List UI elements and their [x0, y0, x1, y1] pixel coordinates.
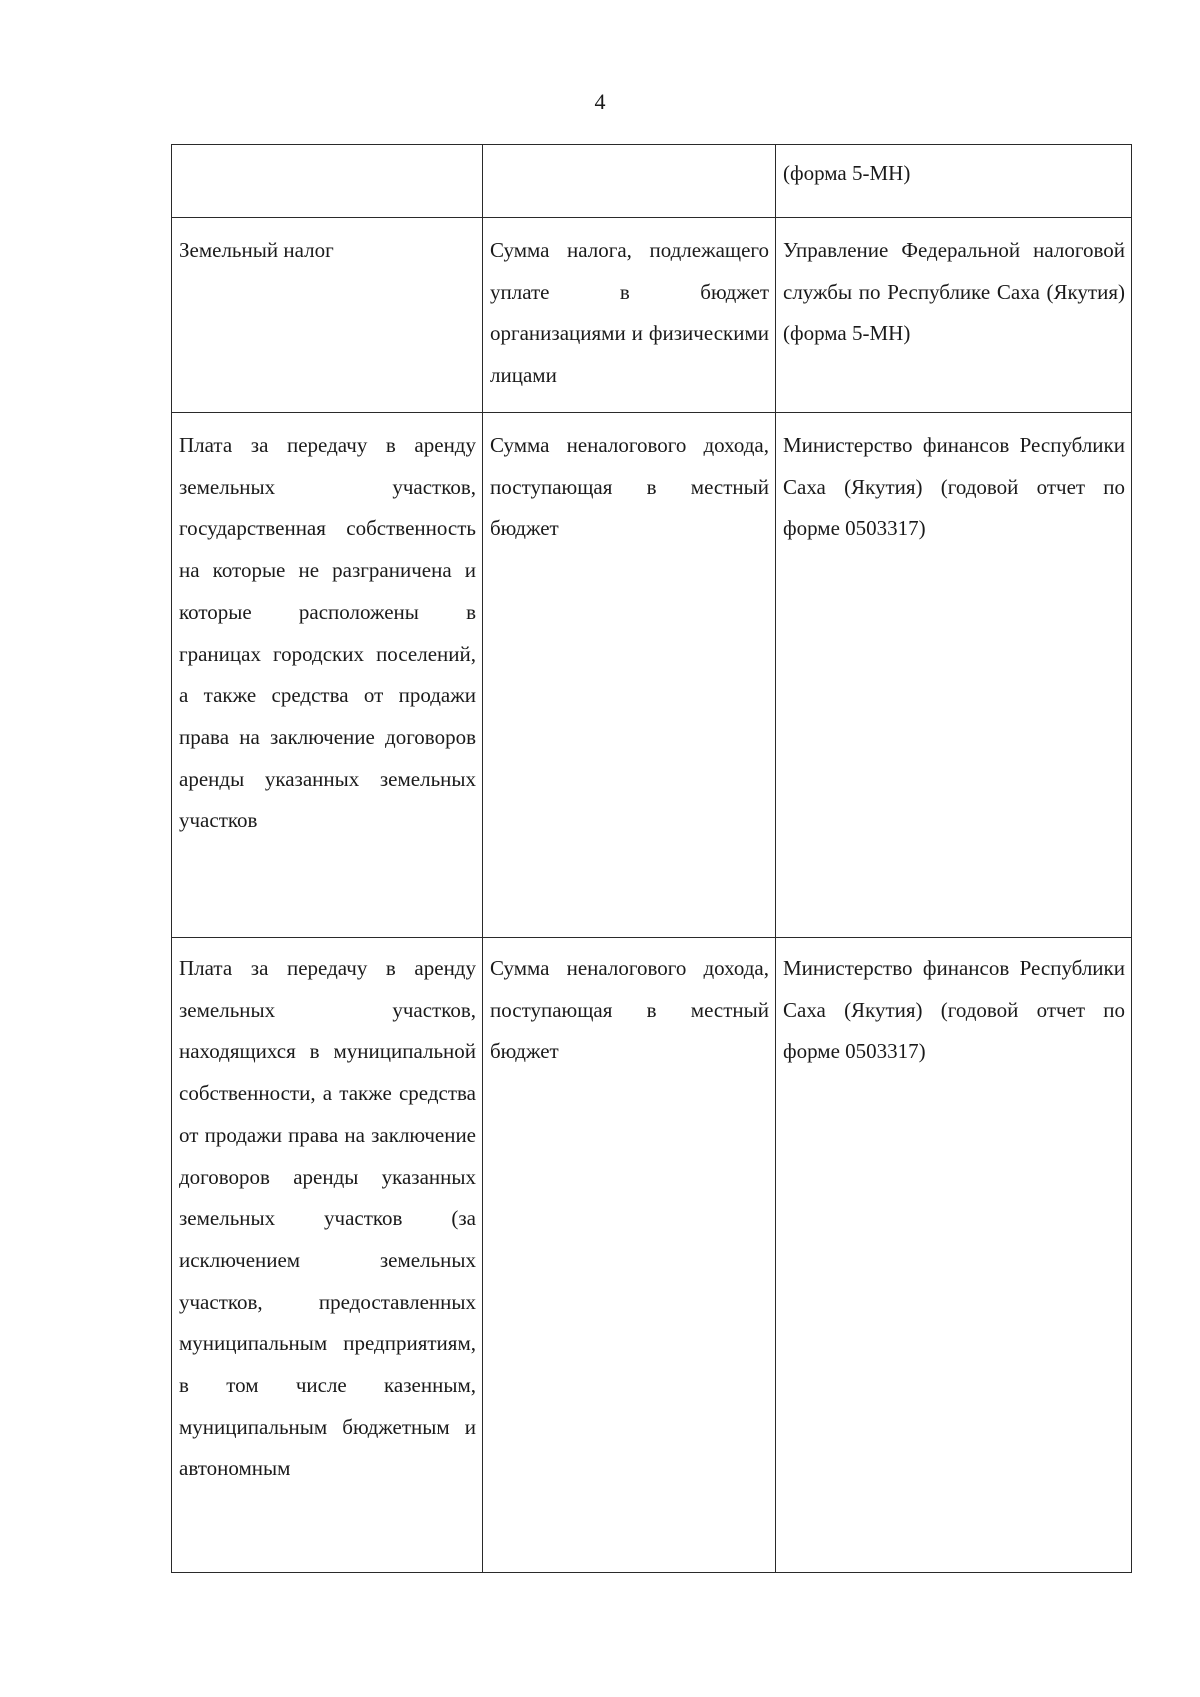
table-cell: [483, 938, 776, 1573]
cell-text: Сумма неналогового дохода, поступающая в местный бюджет: [490, 433, 769, 541]
table-row: [172, 218, 1132, 413]
cell-text: Плата за передачу в аренду земельных участков, государственная собственность на которые не разграничена и которые расположены в границах городских поселений, а также средства от продажи права на заключение договоров аренды указанных земельных участков: [179, 433, 476, 833]
table-cell: [776, 218, 1132, 413]
table-cell: [483, 145, 776, 218]
table-cell: [172, 413, 483, 938]
data-table: [171, 144, 1132, 1573]
table-row: [172, 413, 1132, 938]
table-row: [172, 938, 1132, 1573]
cell-text: Сумма налога, подлежащего уплате в бюджет организациями и физическими лицами: [490, 238, 769, 388]
table-cell: [776, 413, 1132, 938]
page-number: 4: [594, 89, 606, 114]
cell-text: (форма 5-МН): [783, 161, 911, 185]
cell-text: Управление Федеральной налоговой службы по Республике Саха (Якутия) (форма 5-МН): [783, 238, 1125, 346]
table-cell: [776, 938, 1132, 1573]
table-cell: [172, 218, 483, 413]
table-cell: [483, 413, 776, 938]
table-cell: [776, 145, 1132, 218]
table-cell: [172, 145, 483, 218]
table-cell: [483, 218, 776, 413]
cell-text: Плата за передачу в аренду земельных участков, находящихся в муниципальной собственности, а также средства от продажи права на заключение договоров аренды указанных земельных участков (за исключением земельных участков, предоставленных муниципальным предприятиям, в том числе казенным, муниципальным бюджетным и автономным: [179, 956, 476, 1481]
cell-text: Министерство финансов Республики Саха (Якутия) (годовой отчет по форме 0503317): [783, 956, 1125, 1064]
table-row: [172, 145, 1132, 218]
cell-text: Земельный налог: [179, 238, 334, 262]
table-cell: [172, 938, 483, 1573]
cell-text: Сумма неналогового дохода, поступающая в местный бюджет: [490, 956, 769, 1064]
cell-text: Министерство финансов Республики Саха (Якутия) (годовой отчет по форме 0503317): [783, 433, 1125, 541]
